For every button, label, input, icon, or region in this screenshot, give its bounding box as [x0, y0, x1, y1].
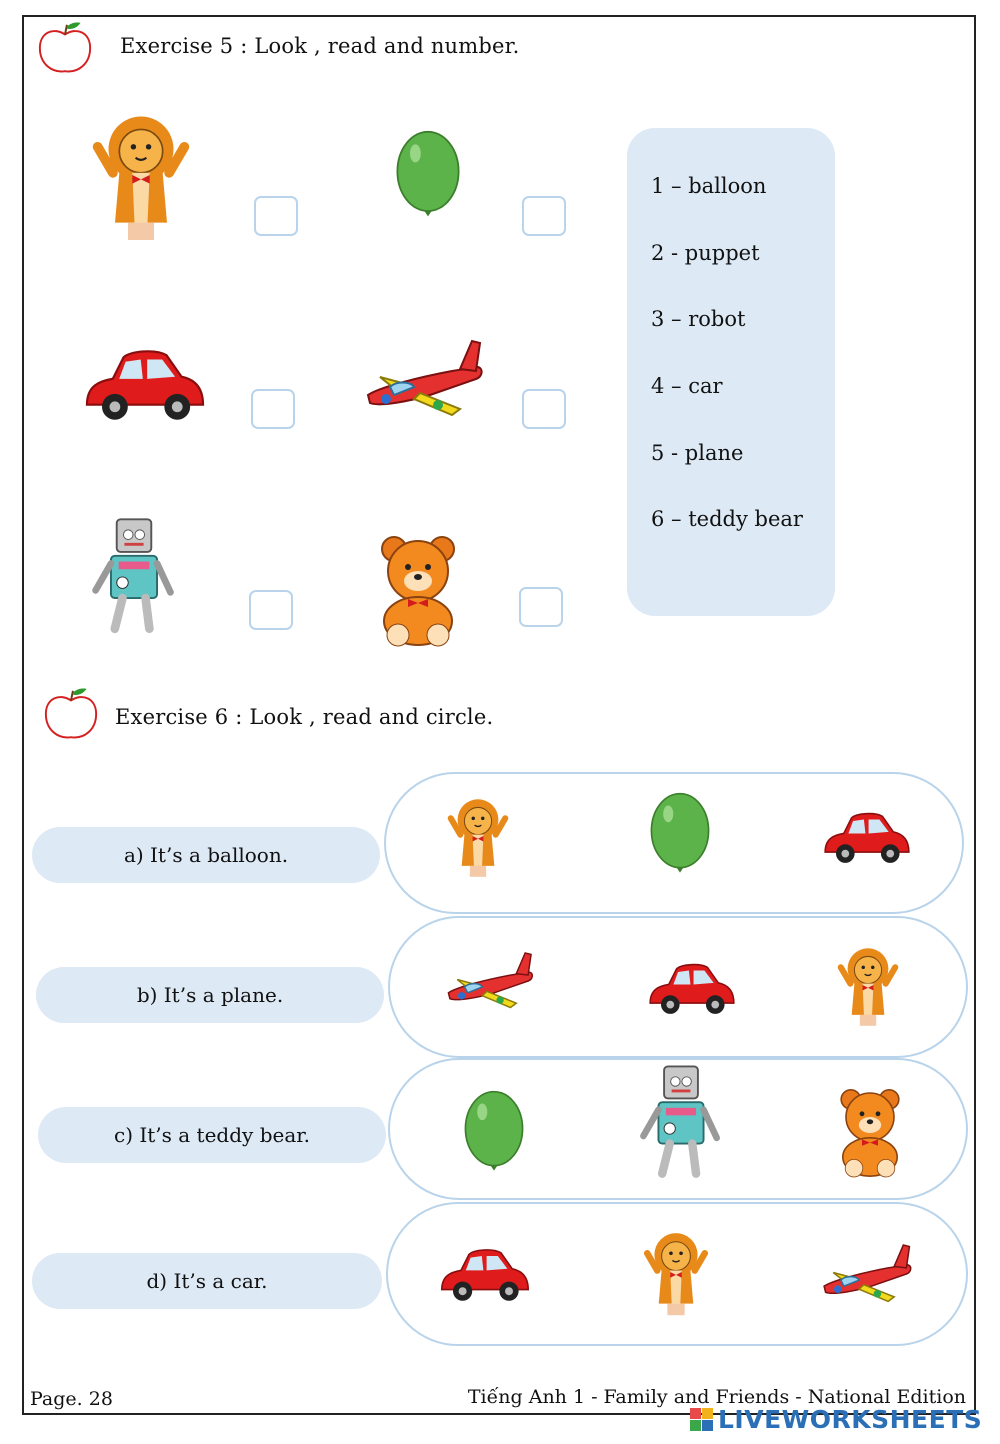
option-robot[interactable]	[634, 1062, 728, 1180]
plane-picture	[360, 334, 486, 424]
option-plane[interactable]	[426, 950, 552, 1012]
teddy-bear-picture	[368, 535, 468, 647]
answer-box-teddy-bear[interactable]	[519, 587, 563, 627]
option-car[interactable]	[426, 1240, 544, 1304]
watermark: LIVEWORKSHEETS	[718, 1405, 983, 1434]
liveworksheets-logo-icon	[690, 1408, 714, 1432]
apple-icon	[42, 684, 100, 744]
exercise5-title: Exercise 5 : Look , read and number.	[120, 34, 520, 58]
answer-box-plane[interactable]	[522, 389, 566, 429]
puppet-picture	[86, 110, 196, 240]
option-puppet[interactable]	[640, 1226, 712, 1318]
option-balloon[interactable]	[452, 1082, 536, 1182]
word-list-item: 2 - puppet	[651, 241, 760, 265]
word-list-item: 6 – teddy bear	[651, 507, 803, 531]
sentence-d: d) It’s a car.	[32, 1253, 382, 1309]
exercise6-title: Exercise 6 : Look , read and circle.	[115, 705, 494, 729]
answer-box-robot[interactable]	[249, 590, 293, 630]
apple-icon	[36, 18, 94, 78]
option-car[interactable]	[808, 804, 926, 866]
page-number: Page. 28	[30, 1388, 113, 1410]
option-plane[interactable]	[804, 1242, 928, 1306]
sentence-c: c) It’s a teddy bear.	[38, 1107, 386, 1163]
sentence-b: b) It’s a plane.	[36, 967, 384, 1023]
word-list-item: 3 – robot	[651, 307, 746, 331]
answer-box-car[interactable]	[251, 389, 295, 429]
car-picture	[74, 338, 216, 424]
sentence-a: a) It’s a balloon.	[32, 827, 380, 883]
word-list-item: 4 – car	[651, 374, 723, 398]
option-car[interactable]	[632, 955, 752, 1017]
word-list	[627, 128, 835, 616]
option-puppet[interactable]	[834, 940, 902, 1030]
option-balloon[interactable]	[638, 784, 722, 884]
answer-box-puppet[interactable]	[254, 196, 298, 236]
book-title: Tiếng Anh 1 - Family and Friends - National Edition	[467, 1386, 966, 1408]
option-puppet[interactable]	[444, 792, 512, 880]
balloon-picture	[383, 122, 473, 228]
answer-box-balloon[interactable]	[522, 196, 566, 236]
option-teddy-bear[interactable]	[830, 1088, 910, 1178]
word-list-item: 5 - plane	[651, 441, 744, 465]
word-list-item: 1 – balloon	[651, 174, 767, 198]
robot-picture	[86, 515, 182, 635]
